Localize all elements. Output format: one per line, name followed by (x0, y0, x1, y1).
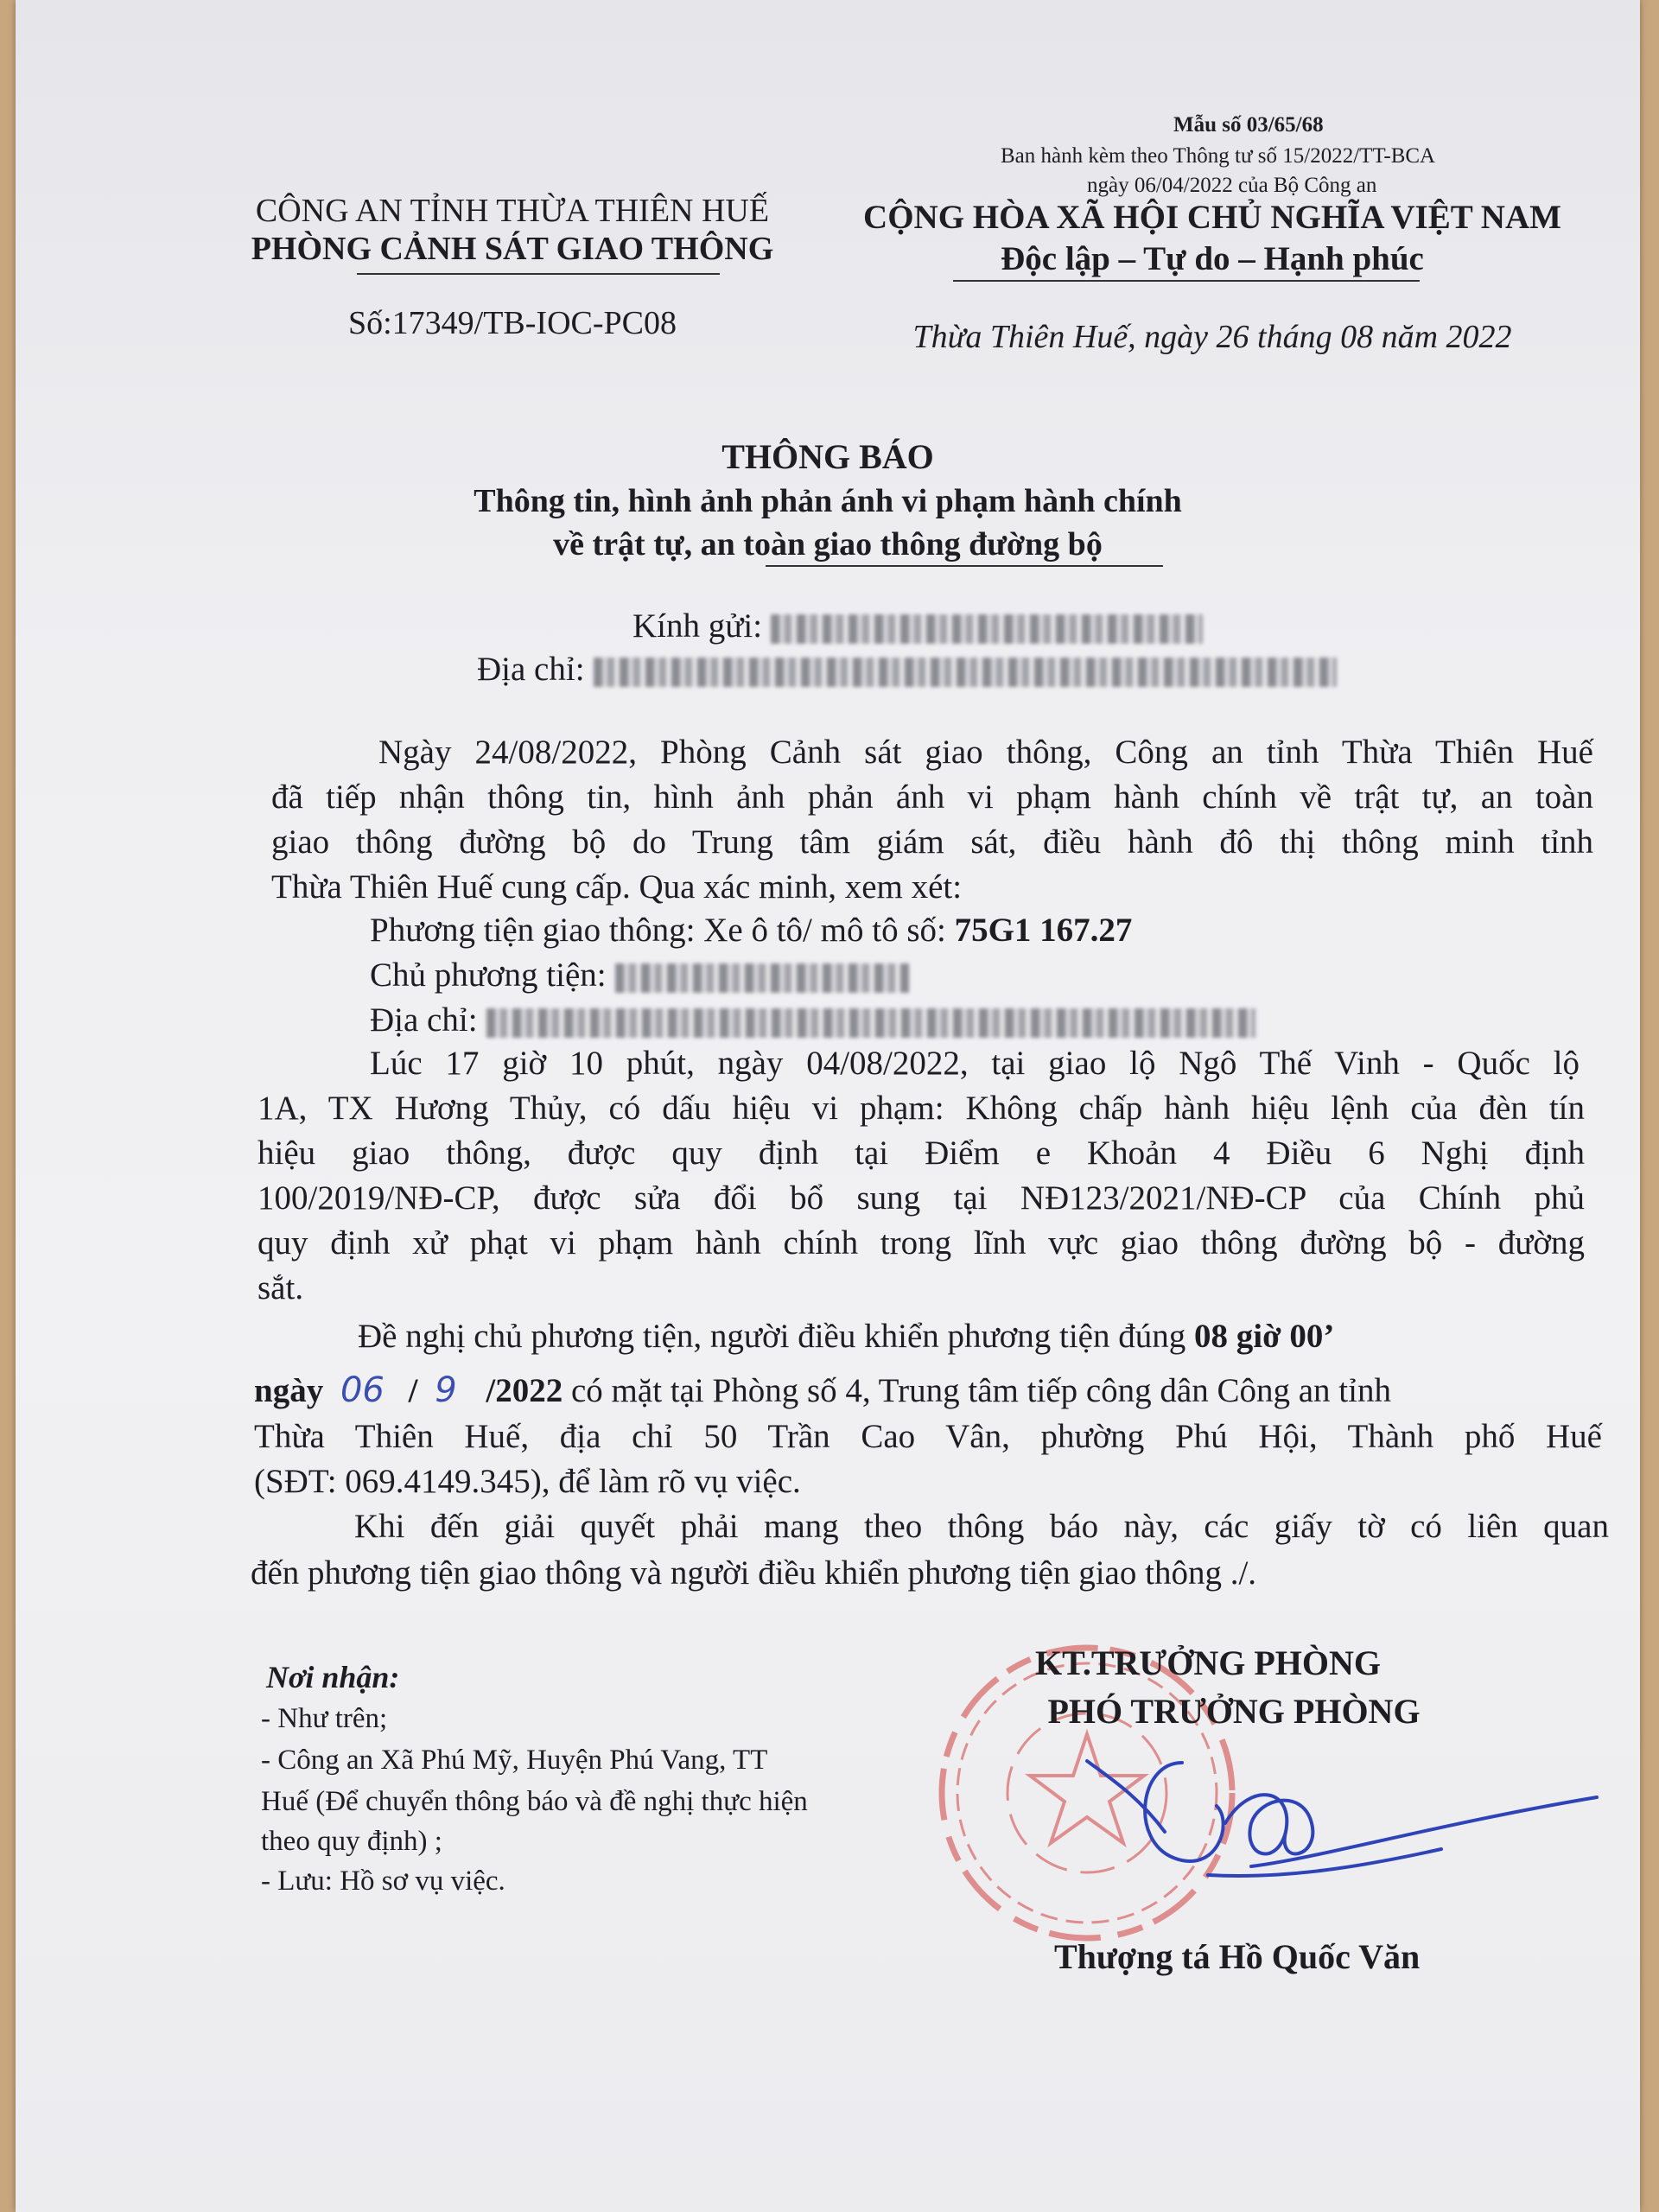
recipients-title: Nơi nhận: (266, 1660, 400, 1694)
recipients-item-2-line2: Huế (Để chuyển thông báo và đề nghị thực hiện (261, 1786, 808, 1817)
request-day-label: ngày (254, 1372, 324, 1409)
violation-line6: sắt. (257, 1269, 304, 1306)
request-location: có mặt tại Phòng số 4, Trung tâm tiếp công dân Công an tỉnh (571, 1372, 1391, 1409)
notice-subtitle-1: Thông tin, hình ảnh phản ánh vi phạm hành chính (474, 483, 1182, 519)
signature-title-2: PHÓ TRƯỞNG PHÒNG (1047, 1692, 1421, 1731)
request-year: /2022 (486, 1372, 563, 1409)
recipient-address-line (477, 648, 1337, 691)
violation-line5: quy định xử phạt vi phạm hành chính trong lĩnh vực giao thông đường bộ - đường (257, 1224, 1585, 1262)
vehicle-plate: 75G1 167.27 (954, 912, 1133, 949)
subtitle-underline (766, 565, 1163, 567)
request-time: 08 giờ 00’ (1194, 1318, 1335, 1355)
handwritten-signature (1078, 1728, 1614, 1936)
request-line2 (254, 1369, 1391, 1413)
closing-line1: Khi đến giải quyết phải mang theo thông báo này, các giấy tờ có liên quan (354, 1508, 1609, 1545)
document-number: Số:17349/TB-IOC-PC08 (347, 305, 677, 341)
p1-line1: Ngày 24/08/2022, Phòng Cảnh sát giao thông, Công an tỉnh Thừa Thiên Huế (378, 734, 1593, 771)
redacted-owner-name (615, 963, 909, 993)
owner-address-label: Địa chỉ: (370, 1001, 478, 1039)
owner-address-line (370, 999, 1255, 1042)
motto-underline (953, 280, 1420, 282)
violation-line3: hiệu giao thông, được quy định tại Điểm e Khoản 4 Điều 6 Nghị định (257, 1135, 1585, 1172)
redacted-owner-address (486, 1008, 1255, 1038)
recipient-line (632, 605, 1203, 648)
request-line4: (SĐT: 069.4149.345), để làm rõ vụ việc. (254, 1463, 801, 1500)
redacted-recipient-address (594, 658, 1337, 687)
redacted-recipient-name (771, 614, 1203, 644)
handwritten-month: 9 (435, 1370, 457, 1410)
recipients-item-2-line1: - Công an Xã Phú Mỹ, Huyện Phú Vang, TT (261, 1745, 768, 1776)
vehicle-line (370, 909, 1132, 952)
national-title: CỘNG HÒA XÃ HỘI CHỦ NGHĨA VIỆT NAM (863, 199, 1561, 236)
owner-label: Chủ phương tiện: (370, 957, 607, 994)
vehicle-label: Phương tiện giao thông: Xe ô tô/ mô tô số: (370, 912, 946, 949)
handwritten-day: 06 (340, 1370, 385, 1410)
form-issued-date: ngày 06/04/2022 của Bộ Công an (1087, 174, 1377, 197)
owner-line (370, 954, 909, 997)
p1-line3: giao thông đường bộ do Trung tâm giám sát, điều hành đô thị thông minh tỉnh (271, 823, 1593, 861)
notice-title: THÔNG BÁO (721, 437, 934, 476)
agency-department: PHÒNG CẢNH SÁT GIAO THÔNG (251, 231, 774, 267)
form-issued-with: Ban hành kèm theo Thông tư số 15/2022/TT-BCA (1001, 144, 1436, 168)
date-separator: / (408, 1372, 418, 1409)
signer-name: Thượng tá Hồ Quốc Văn (1054, 1937, 1421, 1976)
request-line1 (358, 1315, 1334, 1358)
request-text: Đề nghị chủ phương tiện, người điều khiển phương tiện đúng (358, 1318, 1186, 1355)
recipient-label: Kính gửi: (632, 607, 763, 645)
agency-parent: CÔNG AN TỈNH THỪA THIÊN HUẾ (255, 193, 770, 229)
recipients-item-2-line3: theo quy định) ; (261, 1826, 442, 1857)
signature-title-1: KT.TRƯỞNG PHÒNG (1035, 1643, 1381, 1682)
notice-subtitle-2: về trật tự, an toàn giao thông đường bộ (553, 526, 1103, 563)
national-motto: Độc lập – Tự do – Hạnh phúc (1001, 240, 1424, 277)
recipient-address-label: Địa chỉ: (477, 651, 585, 688)
recipients-item-1: - Như trên; (261, 1703, 388, 1734)
violation-line4: 100/2019/NĐ-CP, được sửa đổi bổ sung tại NĐ123/2021/NĐ-CP của Chính phủ (257, 1179, 1585, 1217)
place-date: Thừa Thiên Huế, ngày 26 tháng 08 năm 2022 (912, 319, 1512, 355)
violation-line2: 1A, TX Hương Thủy, có dấu hiệu vi phạm: Không chấp hành hiệu lệnh của đèn tín (257, 1090, 1585, 1127)
request-line3: Thừa Thiên Huế, địa chỉ 50 Trần Cao Vân, phường Phú Hội, Thành phố Huế (254, 1418, 1602, 1455)
agency-underline (357, 273, 720, 275)
document-page (16, 0, 1640, 2212)
closing-line2: đến phương tiện giao thông và người điều khiển phương tiện giao thông ./. (251, 1554, 1257, 1592)
form-number: Mẫu số 03/65/68 (1173, 113, 1324, 137)
recipients-item-3: - Lưu: Hồ sơ vụ việc. (261, 1866, 505, 1897)
p1-line4: Thừa Thiên Huế cung cấp. Qua xác minh, xem xét: (271, 868, 963, 906)
p1-line2: đã tiếp nhận thông tin, hình ảnh phản ánh vi phạm hành chính về trật tự, an toàn (271, 779, 1593, 816)
violation-line1: Lúc 17 giờ 10 phút, ngày 04/08/2022, tại giao lộ Ngô Thế Vinh - Quốc lộ (370, 1045, 1580, 1082)
